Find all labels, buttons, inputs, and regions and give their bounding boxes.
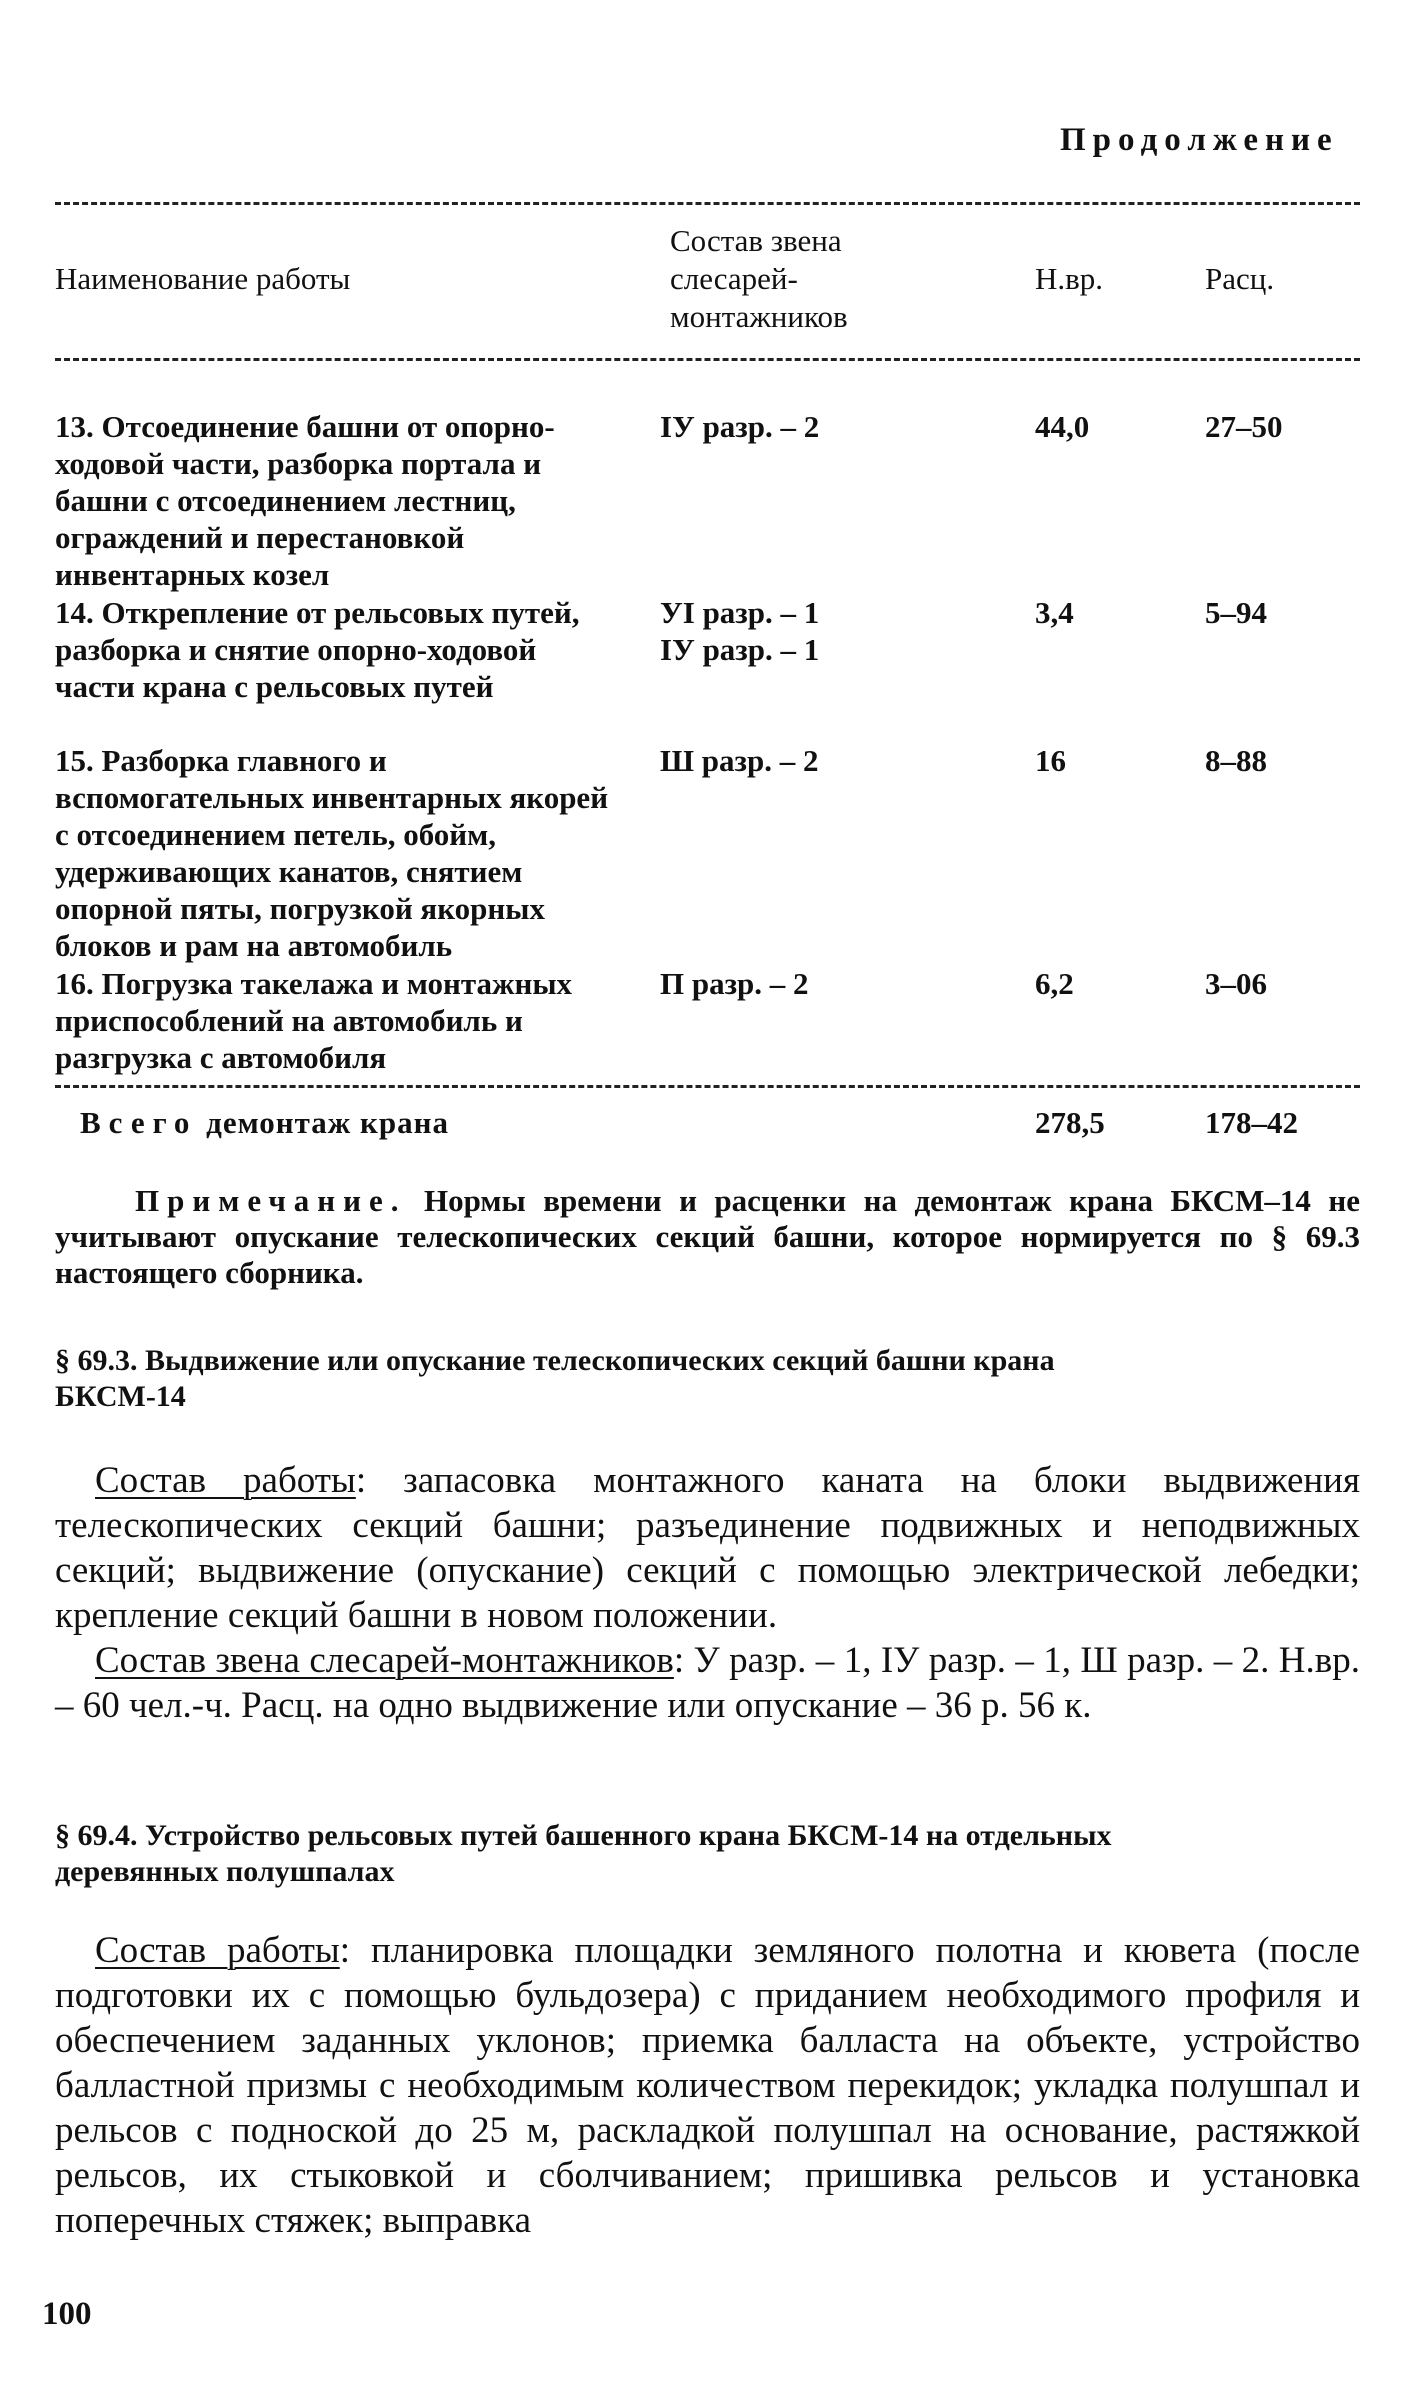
row-rate: 3–06 <box>1205 966 1267 1001</box>
section-69-3-crew <box>55 1638 1360 1728</box>
header-rate: Расц. <box>1205 261 1275 296</box>
header-work-name: Наименование работы <box>55 261 351 296</box>
row-rate: 5–94 <box>1205 595 1267 630</box>
table-bottom-rule <box>55 1085 1360 1088</box>
crew-line: П разр. – 2 <box>660 966 809 1001</box>
total-time-norm: 278,5 <box>1035 1105 1105 1140</box>
section-69-4-work <box>55 1928 1360 2243</box>
crew-line: IУ разр. – 1 <box>660 632 820 667</box>
note-text: Нормы времени и расценки на демонтаж крана БКСМ–14 не учитывают опускание телескопических секций башни, которое нормируется по § 69.3 настоящего сборника. <box>55 1183 1360 1290</box>
row-time-norm: 16 <box>1035 743 1066 778</box>
row-time-norm: 3,4 <box>1035 595 1074 630</box>
row-work-name: 13. Отсоединение башни от опорно-ходовой части, разборка портала и башни с отсоединением лестниц, ограждений и перестановкой инвентарных козел <box>55 409 555 592</box>
total-label-rest: демонтаж крана <box>206 1105 449 1140</box>
note-label: Примечание. <box>135 1183 407 1218</box>
total-label <box>80 1105 449 1141</box>
row-work-name: 16. Погрузка такелажа и монтажных приспособлений на автомобиль и разгрузка с автомобиля <box>55 966 573 1075</box>
section-69-4-heading: § 69.4. Устройство рельсовых путей башенного крана БКСМ-14 на отдельных деревянных полушпалах <box>55 1819 1112 1888</box>
continuation-label: Продолжение <box>1060 122 1339 158</box>
row-work-name: 14. Открепление от рельсовых путей, разборка и снятие опорно-ходовой части крана с рельсовых путей <box>55 595 580 704</box>
table-header-rule <box>55 358 1360 361</box>
row-time-norm: 6,2 <box>1035 966 1074 1001</box>
row-crew <box>660 594 960 668</box>
header-crew: Состав звена слесарей-монтажников <box>670 223 848 334</box>
table-top-rule <box>55 202 1360 205</box>
total-label-spaced: Всего <box>80 1105 198 1140</box>
table-note <box>55 1183 1360 1291</box>
header-time-norm: Н.вр. <box>1035 261 1104 296</box>
row-work-name: 15. Разборка главного и вспомогательных инвентарных якорей с отсоединением петель, обойм, удерживающих канатов, снятием опорной пяты, погрузкой якорных блоков и рам на автомобиль <box>55 743 609 963</box>
section-69-3-heading: § 69.3. Выдвижение или опускание телескопических секций башни крана БКСМ-14 <box>55 1344 1055 1413</box>
section-69-3-work <box>55 1458 1360 1638</box>
crew-line: IУ разр. – 2 <box>660 409 820 444</box>
total-rate: 178–42 <box>1205 1105 1298 1140</box>
crew-text: : У разр. – 1, IУ разр. – 1, Ш разр. – 2. Н.вр. – 60 чел.-ч. Расц. на одно выдвижение или опускание – 36 р. 56 к. <box>55 1640 1360 1726</box>
row-rate: 8–88 <box>1205 743 1267 778</box>
work-label: Состав работы <box>95 1930 340 1971</box>
work-text: : запасовка монтажного каната на блоки выдвижения телескопических секций башни; разъединение подвижных и неподвижных секций; выдвижение (опускание) секций с помощью электрической лебедки; крепление секций башни в новом положении. <box>55 1460 1360 1636</box>
row-crew <box>660 742 960 779</box>
crew-line: Ш разр. – 2 <box>660 743 819 778</box>
crew-label: Состав звена слесарей-монтажников <box>95 1640 674 1681</box>
row-rate: 27–50 <box>1205 409 1283 444</box>
crew-line: УI разр. – 1 <box>660 595 820 630</box>
work-label: Состав работы <box>95 1460 356 1501</box>
row-crew <box>660 965 960 1002</box>
row-time-norm: 44,0 <box>1035 409 1090 444</box>
page-number: 100 <box>42 2296 92 2332</box>
row-crew <box>660 408 960 445</box>
work-text: : планировка площадки земляного полотна и кювета (после подготовки их с помощью бульдозера) с приданием необходимого профиля и обеспечением заданных уклонов; приемка балласта на объекте, устройство балластной призмы с необходимым количеством перекидок; укладка полушпал и рельсов с подноской до 25 м, раскладкой полушпал на основание, растяжкой рельсов, их стыковкой и сболчиванием; пришивка рельсов и установка поперечных стяжек; выправка <box>55 1930 1360 2241</box>
